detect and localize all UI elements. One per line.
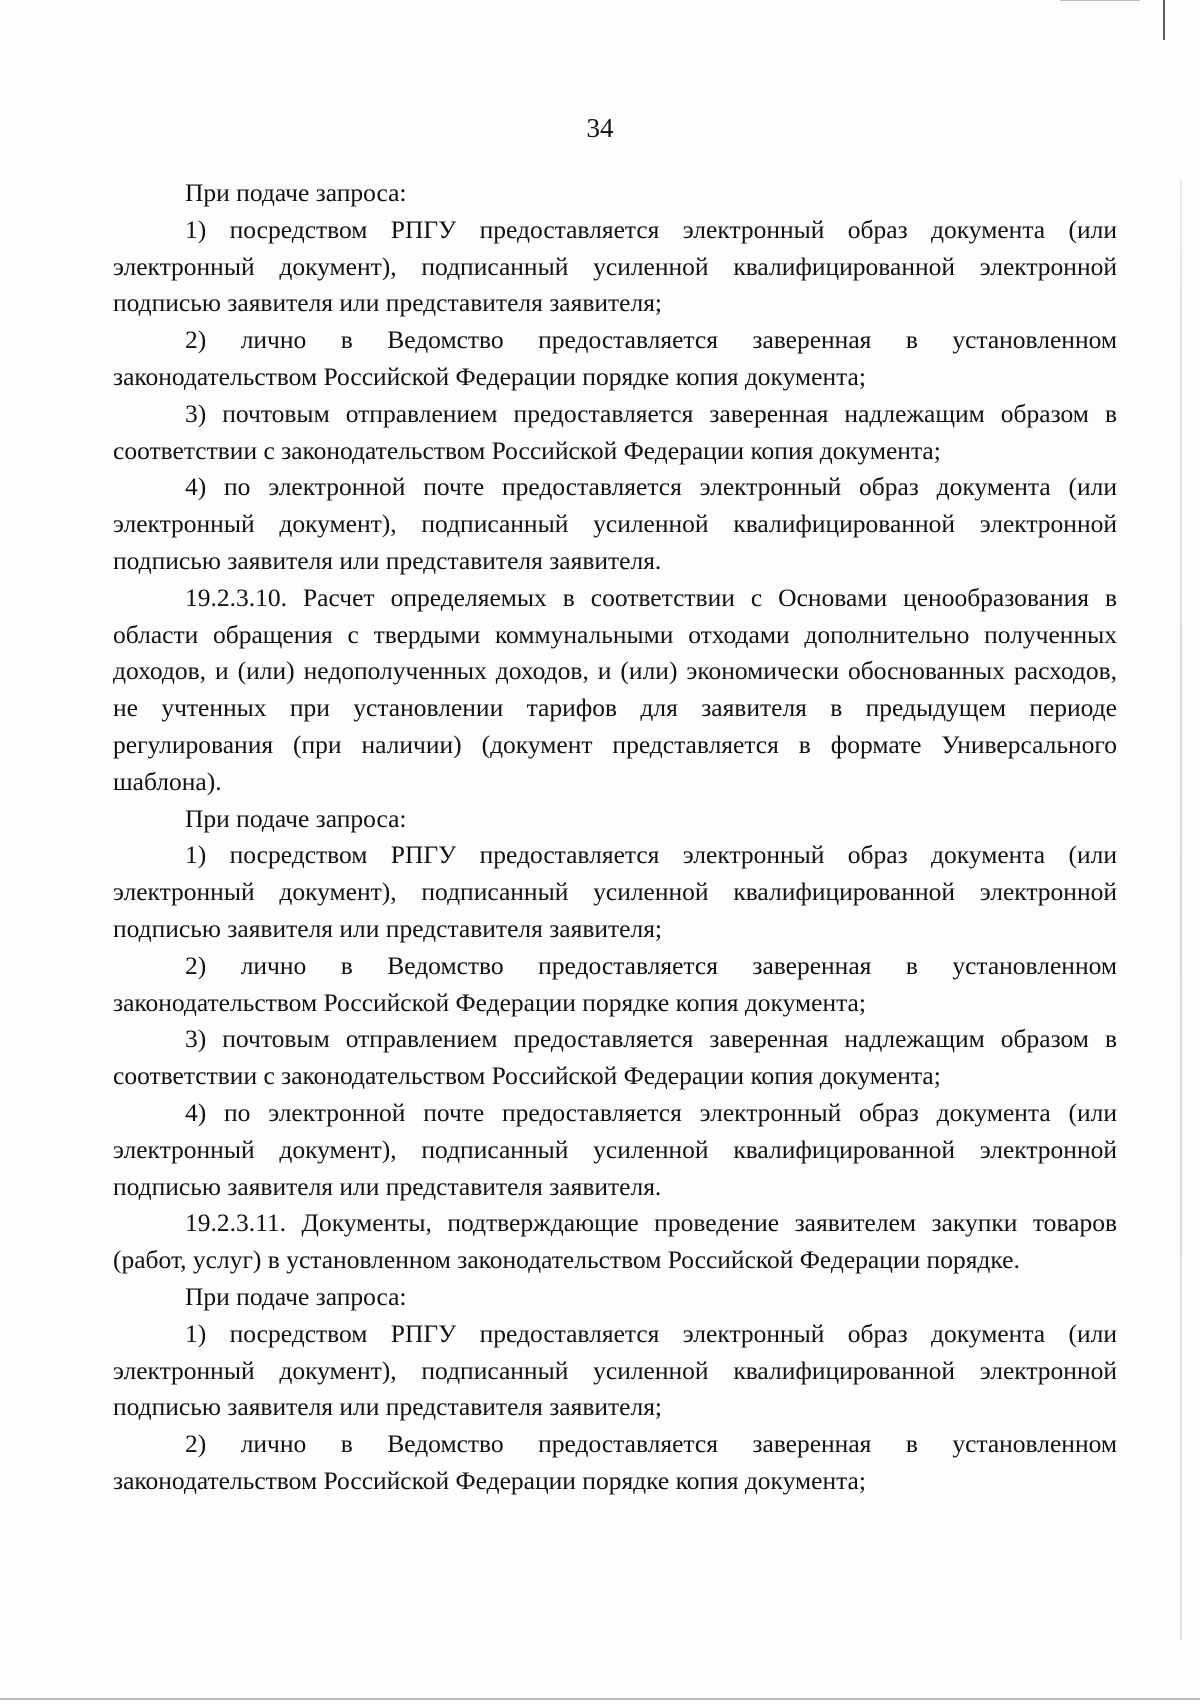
paragraph-item-4-email: 4) по электронной почте предоставляется электронный образ документа (или электронный документ), подписанный усиленной квалифицированной электронной подписью заявителя или представителя заявителя. xyxy=(113,472,1117,575)
paragraph-item-4-email: 4) по электронной почте предоставляется электронный образ документа (или электронный документ), подписанный усиленной квалифицированной электронной подписью заявителя или представителя заявителя. xyxy=(113,1097,1117,1201)
paragraph-item-3-postal: 3) почтовым отправлением предоставляется заверенная надлежащим образом в соответствии с законодательством Российской Федерации копия документа; xyxy=(113,398,1117,465)
document-body xyxy=(113,175,1117,1500)
paragraph-item-3-postal: 3) почтовым отправлением предоставляется заверенная надлежащим образом в соответствии с законодательством Российской Федерации копия документа; xyxy=(113,1024,1117,1091)
paragraph-item-1-rpgu: 1) посредством РПГУ предоставляется электронный образ документа (или электронный документ), подписанный усиленной квалифицированной электронной подписью заявителя или представителя заявителя; xyxy=(113,840,1117,943)
paragraph-section-19-2-3-11: 19.2.3.11. Документы, подтверждающие проведение заявителем закупки товаров (работ, услуг) в установленном законодательством Российской Федерации порядке. xyxy=(113,1208,1117,1275)
paragraph-submission-heading: При подаче запроса: xyxy=(185,1281,407,1311)
paragraph-submission-heading: При подаче запроса: xyxy=(185,803,407,833)
paragraph-item-2-in-person: 2) лично в Ведомство предоставляется заверенная в установленном законодательством Российской Федерации порядке копия документа; xyxy=(113,325,1117,391)
paragraph-item-1-rpgu: 1) посредством РПГУ предоставляется электронный образ документа (или электронный документ), подписанный усиленной квалифицированной электронной подписью заявителя или представителя заявителя; xyxy=(113,214,1117,318)
scan-artifact-top-mark xyxy=(1163,0,1165,40)
paragraph-submission-heading: При подаче запроса: xyxy=(185,178,407,207)
paragraph-item-2-in-person: 2) лично в Ведомство предоставляется заверенная в установленном законодательством Российской Федерации порядке копия документа; xyxy=(113,1429,1117,1495)
paragraph-item-2-in-person: 2) лично в Ведомство предоставляется заверенная в установленном законодательством Российской Федерации порядке копия документа; xyxy=(113,950,1117,1017)
scan-artifact-top-line xyxy=(1060,0,1140,1)
scan-artifact-bottom-line xyxy=(0,1698,1200,1700)
paragraph-section-19-2-3-10: 19.2.3.10. Расчет определяемых в соответствии с Основами ценообразования в области обращения с твердыми коммунальными отходами дополнительно полученных доходов, и (или) недополученных доходов, и (или) экономически обоснованных расходов, не учтенных при установлении тарифов для заявителя в предыдущем периоде регулирования (при наличии) (документ представляется в формате Универсального шаблона). xyxy=(113,582,1117,796)
paragraph-item-1-rpgu: 1) посредством РПГУ предоставляется электронный образ документа (или электронный документ), подписанный усиленной квалифицированной электронной подписью заявителя или представителя заявителя; xyxy=(113,1318,1117,1422)
page-number: 34 xyxy=(586,113,614,143)
scan-artifact-right-edge xyxy=(1180,180,1182,1640)
